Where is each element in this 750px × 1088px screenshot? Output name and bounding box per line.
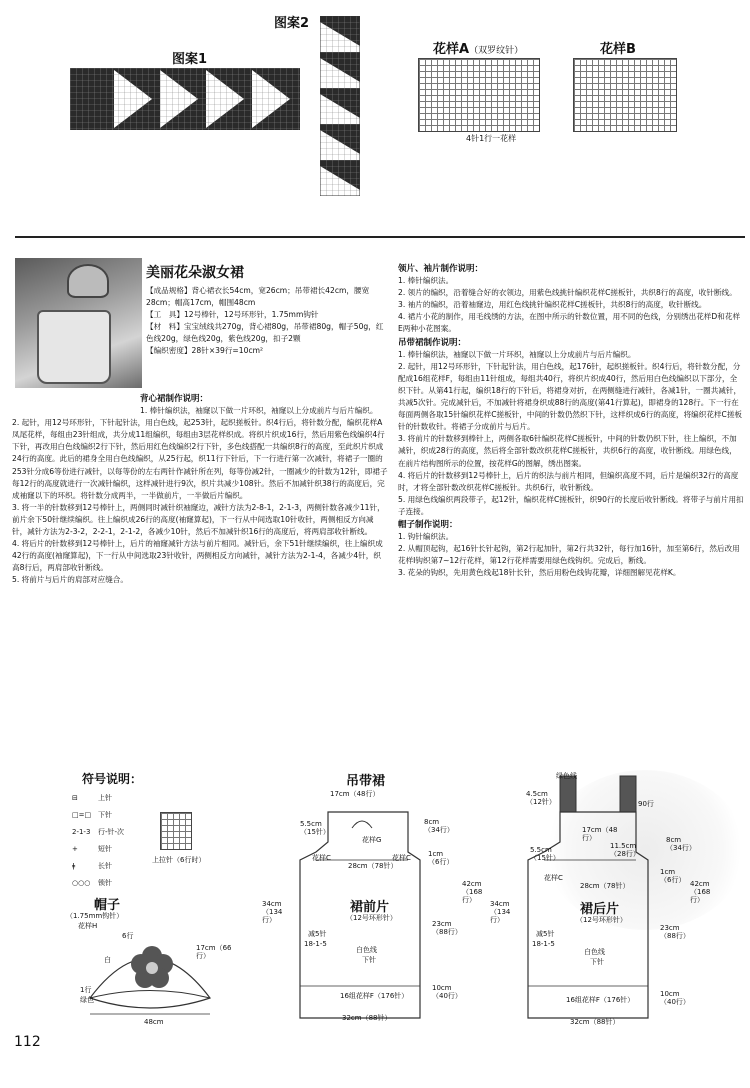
front-waist: 28cm（78针） bbox=[348, 862, 398, 870]
strap-dress-step: 5. 用绿色线编织两段带子，起12针，编织花样C搓板针，织90行的长度后收针断线。将带子与前片用扣子连接。 bbox=[398, 494, 744, 516]
front-pattern-g: 花样G bbox=[362, 836, 382, 844]
back-waist: 28cm（78针） bbox=[580, 882, 630, 890]
spec-size: 【成品规格】背心裙衣长54cm，宽26cm；吊带裙长42cm，腰宽28cm；帽高17cm，帽围48cm bbox=[146, 286, 370, 308]
spec-materials: 【材 料】宝宝绒线共270g，背心裙80g，吊带裙80g，帽子50g，红色线20g，绿色线20g，紫色线20g，扣子2颗 bbox=[146, 322, 384, 344]
back-strap-label: 绿色线 bbox=[556, 772, 577, 780]
front-h8: 8cm（34行） bbox=[424, 818, 454, 835]
front-strap-w: 5.5cm（15针） bbox=[300, 820, 330, 837]
symbol-purl: ⊟ 上针 bbox=[72, 794, 112, 802]
pattern-a-grid bbox=[418, 58, 540, 132]
hat-step: 3. 花朵的钩织，先用黄色线起18针长针，然后用粉色线钩花瓣，详细图解见花样K。 bbox=[398, 568, 681, 578]
strap-dress-heading: 吊带裙制作说明： bbox=[398, 337, 467, 348]
hat-pattern: 花样H bbox=[78, 922, 98, 930]
hat-diagram bbox=[70, 928, 230, 1018]
article-title: 美丽花朵淑女裙 bbox=[146, 265, 244, 281]
back-h34: 34cm（134行） bbox=[490, 900, 511, 925]
symbol-sc-label: 短针 bbox=[98, 845, 112, 853]
front-white: 白色线 bbox=[356, 946, 377, 954]
pattern2-label: 图案2 bbox=[274, 16, 310, 31]
symbol-chain-label: 锁针 bbox=[98, 879, 112, 887]
pattern-a-caption: 4针1行一花样 bbox=[466, 134, 517, 143]
vest-heading: 背心裙制作说明： bbox=[140, 394, 209, 404]
symbol-code-label: 行-针-次 bbox=[98, 828, 125, 836]
collar-step: 3. 袖片的编织，沿着袖窿边，用红色线挑针编织花样C搓板针，共织8行的高度，收针断线。 bbox=[398, 300, 707, 310]
symbol-sc: + 短针 bbox=[72, 845, 112, 853]
spec-gauge: 【编织密度】28针×39行=10cm² bbox=[146, 346, 264, 356]
back-white: 白色线 bbox=[584, 948, 605, 956]
pattern-b-title: 花样B bbox=[600, 42, 636, 57]
hat-rows6: 6行 bbox=[122, 932, 134, 940]
spec-block bbox=[146, 285, 384, 358]
back-h23: 23cm（88行） bbox=[660, 924, 690, 941]
front-h42: 42cm（168行） bbox=[462, 880, 483, 905]
back-strap-right bbox=[620, 776, 636, 812]
pattern-b-grid bbox=[573, 58, 677, 132]
back-strap-w: 5.5cm（15针） bbox=[530, 846, 560, 863]
back-decrease: 减5针 bbox=[536, 930, 555, 938]
back-strap-left bbox=[560, 776, 576, 812]
hat-title: 帽子 bbox=[94, 898, 121, 913]
vest-step: 2. 起针，用12号环形针，下针起针法，用白色线，起253针，起织搓板针。织4行后，将针数分配，编织花样A凤尾花样，每组由23针组成，共分成11组编织，每组由3层花样织成。将织片织成16行，然后用紫色线编织4行下针，再改用白色线编织2行下针，然后用红色线编织2行下针，多色线搭配一共编织8行的高度，至此织片织成24行的高度。此后的裙身全用白色线编织，从25行起，织11行下针后，下一行进行第一次减针，将裙子一圈的253针分成6等份进行减针，以每等份的左右两针作减针所在列，每等份减2针，一圈减少的针数为12针，即裙子每12行的高度就进行一次减针编织，这样减针进行9次，织片共减少108针。然后不加减针织38行的高度后，完成袖窿以下的环织。将针数分成两半，一半做前片，一半做后片编织。 bbox=[12, 418, 388, 500]
front-h23: 23cm（88行） bbox=[432, 920, 462, 937]
back-strap-rows: 90行 bbox=[638, 800, 654, 808]
symbol-knit: □=□ 下针 bbox=[72, 811, 112, 819]
collar-heading: 领片、袖片制作说明： bbox=[398, 264, 484, 274]
strap-dress-title: 吊带裙 bbox=[346, 774, 386, 789]
symbol-chain: ○○○ 锁针 bbox=[72, 879, 112, 887]
hat-rows1: 1行 bbox=[80, 986, 92, 994]
front-title: 裙前片 bbox=[350, 900, 390, 915]
cross-stitch-label: 上拉针（6行时） bbox=[152, 856, 206, 864]
left-instructions bbox=[12, 392, 388, 587]
front-pattern-c-left: 花样C bbox=[312, 854, 331, 862]
hat-heading: 帽子制作说明： bbox=[398, 519, 458, 530]
pattern-a-title bbox=[433, 38, 523, 57]
back-h10: 10cm（40行） bbox=[660, 990, 690, 1007]
symbol-code-value: 2-1-3 bbox=[72, 828, 91, 836]
section-divider bbox=[15, 236, 745, 238]
collar-step: 1. 棒针编织法。 bbox=[398, 276, 454, 286]
symbol-dc: ǂ 长针 bbox=[72, 862, 112, 870]
front-sub: （12号环形针） bbox=[346, 914, 397, 922]
hat-circumference: 48cm bbox=[144, 1018, 164, 1026]
back-h1: 1cm（6行） bbox=[660, 868, 686, 885]
photo-dress bbox=[37, 310, 111, 384]
front-decrease-code: 18-1-5 bbox=[304, 940, 327, 948]
front-pattern-c-right: 花样C bbox=[392, 854, 411, 862]
pattern1-label: 图案1 bbox=[172, 52, 208, 67]
front-bottom-width: 32cm（88针） bbox=[342, 1014, 392, 1022]
back-decrease-code: 18-1-5 bbox=[532, 940, 555, 948]
symbol-knit-label: 下针 bbox=[98, 811, 112, 819]
front-motif bbox=[352, 821, 372, 828]
back-h11: 11.5cm（28行） bbox=[610, 842, 640, 859]
symbol-dc-label: 长针 bbox=[98, 862, 112, 870]
vest-step: 3. 将一半的针数移到12号棒针上，两侧同时减针织袖窿边，减针方法为2-8-1，2-1-3，两侧针数各减少11针，前片余下50针继续编织。往上编织成26行的高度(袖窿算起)，下一行从中间选取10针收针，两侧相反方向减针，减针方法为2-3-2，2-2-1，2-1-2，各减少10针，然后不加减针织16行的高度后，将两肩部收针断线。 bbox=[12, 502, 385, 537]
symbols-title: 符号说明： bbox=[82, 772, 143, 786]
strap-dress-step: 1. 棒针编织法，袖窿以下做一片环织，袖窿以上分成前片与后片编织。 bbox=[398, 349, 636, 359]
back-bottom-width: 32cm（88针） bbox=[570, 1018, 620, 1026]
photo-hat bbox=[67, 264, 109, 298]
pattern-a-sub: （双罗纹针） bbox=[469, 46, 524, 56]
back-sub: （12号环形针） bbox=[576, 916, 627, 924]
hat-step: 2. 从帽顶起钩，起16针长针起钩，第2行起加针，第2行共32针，每行加16针，加至第6行，然后改用花样I钩织第7~12行花样，第12行花样需要用绿色线钩织。完成后，断线。 bbox=[398, 544, 740, 566]
page-number: 112 bbox=[14, 1034, 41, 1050]
hat-flower bbox=[131, 946, 173, 988]
back-title: 裙后片 bbox=[580, 902, 620, 917]
strap-dress-step: 3. 将前片的针数移到棒针上，两侧各取6针编织花样C搓板针，中间的针数仍织下针，往上编织，不加减针，织成28行的高度，然后将全部针数改织花样C搓板针，共织6行的高度，收针断线。用绿色线，在前片结构图所示的位置，按花样G的图解，绣出图案。 bbox=[398, 434, 737, 468]
back-top-width: 17cm（48行） bbox=[582, 826, 618, 843]
hat-height: 17cm（66行） bbox=[196, 944, 232, 961]
hat-green: 绿色 bbox=[80, 996, 94, 1004]
front-top-width: 17cm（48行） bbox=[330, 790, 380, 798]
front-h1: 1cm（6行） bbox=[428, 850, 454, 867]
vest-step: 5. 将前片与后片的肩部对应缝合。 bbox=[12, 575, 128, 585]
front-h34: 34cm（134行） bbox=[262, 900, 283, 925]
hat-step: 1. 钩针编织法。 bbox=[398, 532, 454, 542]
vest-step: 4. 将后片的针数移到12号棒针上，后片的袖窿减针方法与前片相同。减针后，余下51针继续编织，往上编织成42行的高度(袖窿算起)，下一行从中间选取23针收针，两侧相反方向减针，减针方法为2-1-4，各减少4针，织高8行后，两肩部收针断线。 bbox=[12, 539, 383, 573]
front-plain: 下针 bbox=[362, 956, 376, 964]
front-h10: 10cm（40行） bbox=[432, 984, 462, 1001]
hat-sub: （1.75mm钩针） bbox=[66, 912, 124, 920]
back-plain: 下针 bbox=[590, 958, 604, 966]
spec-tools: 【工 具】12号棒针，12号环形针，1.75mm钩针 bbox=[146, 310, 319, 320]
pattern1-chart bbox=[70, 68, 300, 130]
strap-dress-step: 2. 起针，用12号环形针，下针起针法，用白色线，起176针，起织搓板针。织4行后，将针数分配，分配成16组花样F，每组由11针组成，每组共40行，将织片织成40行，然后用白色线编织以下部分，全织下针。从第41行起，编织18行的下针后，将裙身对折，在两侧缝进行减针，各减1针，一圈共减针，共减5次针。完成减针后，不加减针将裙身织成88行的高度(第41行算起)，即裙身的128行。下一行在每面两侧各取15针编织花样C搓板针，中间的针数仍然织下针，这样织成6行的高度，将编织花样C搓板针的针数收针。将裙子分成前片与后片。 bbox=[398, 361, 743, 432]
symbol-purl-label: 上针 bbox=[98, 794, 112, 802]
pattern-a-name: 花样A bbox=[433, 42, 470, 57]
collar-step: 2. 领片的编织，沿着缝合好的衣领边，用紫色线挑针编织花样C搓板针，共织8行的高度，收针断线。 bbox=[398, 288, 737, 298]
cross-stitch-grid bbox=[160, 812, 192, 850]
back-strap-width: 4.5cm（12针） bbox=[526, 790, 556, 807]
back-pattern-f: 16组花样F（176针） bbox=[566, 996, 635, 1004]
back-pattern-c: 花样C bbox=[544, 874, 563, 882]
back-h42: 42cm（168行） bbox=[690, 880, 711, 905]
vest-step: 1. 棒针编织法，袖窿以下做一片环织，袖窿以上分成前片与后片编织。 bbox=[140, 406, 378, 416]
pattern2-chart bbox=[320, 16, 360, 196]
right-instructions bbox=[398, 262, 744, 579]
front-pattern-f: 16组花样F（176针） bbox=[340, 992, 409, 1000]
strap-dress-step: 4. 将后片的针数移到12号棒针上，后片的织法与前片相同，但编织高度不同，后片是编织32行的高度时，才将全部针数改织花样C搓板针。共织6行，收针断线。 bbox=[398, 470, 739, 492]
front-decrease: 减5针 bbox=[308, 930, 327, 938]
hat-white-label: 白 bbox=[104, 956, 111, 964]
product-photo bbox=[15, 258, 142, 388]
back-h8: 8cm（34行） bbox=[666, 836, 696, 853]
collar-step: 4. 裙片小花的制作，用毛线绣的方法，在图中所示的针数位置，用不同的色线，分别绣出花样D和花样E两种小花图案。 bbox=[398, 312, 741, 334]
